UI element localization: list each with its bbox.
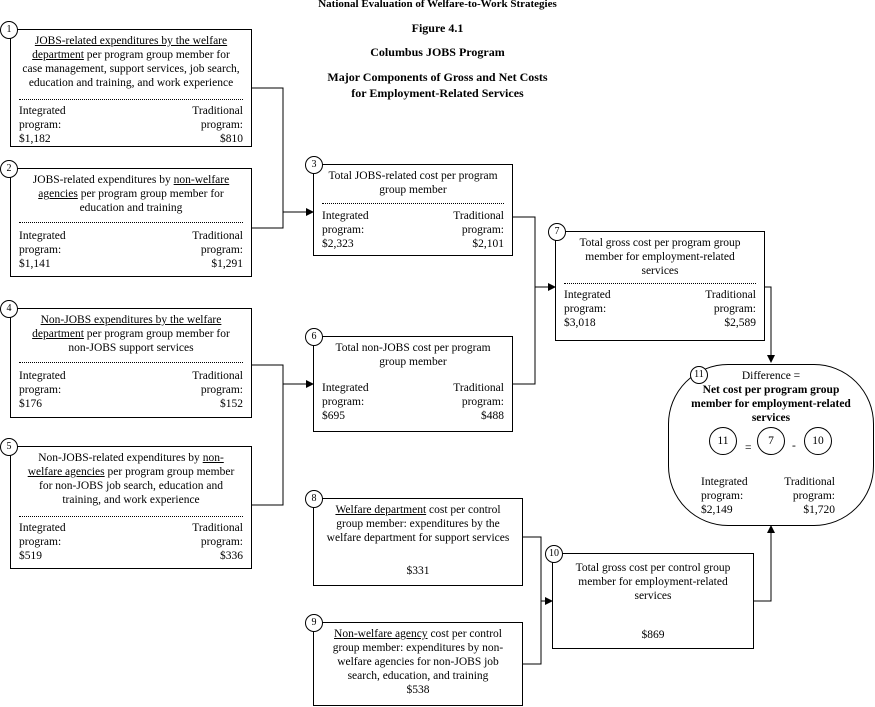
header-figure: Figure 4.1 — [411, 21, 464, 35]
box-5-line2-underlined: welfare agencies — [27, 466, 105, 478]
box-4-line2-underlined: department — [32, 328, 84, 340]
box-7-total-gross-program-cost — [555, 231, 765, 341]
box-2-nonwelfare-jobs-expenditures — [10, 168, 252, 277]
box-8-welfare-control-cost — [313, 498, 523, 586]
box-6-total-nonjobs-cost — [313, 336, 513, 432]
box-2-integrated-value: $1,141 — [19, 258, 51, 270]
box-2-line3: education and training — [79, 202, 183, 214]
box-11-eq-7: 7 — [757, 427, 785, 455]
box-4-traditional-label-1: Traditional — [192, 370, 243, 382]
box-1-integrated-value: $1,182 — [19, 133, 51, 145]
box-5-integrated-value: $519 — [19, 550, 42, 562]
box-4-line3: non-JOBS support services — [68, 342, 194, 354]
box-2-line1: JOBS-related expenditures by — [32, 174, 174, 186]
box-1-integrated-label-2: program: — [19, 119, 62, 131]
box-2-line1-underlined: non-welfare — [173, 174, 230, 186]
header-program: Columbus JOBS Program — [370, 45, 505, 59]
box-11-line3: member for employment-related — [691, 398, 851, 410]
arrow-7-to-11 — [765, 287, 771, 362]
box-9-line1-rest: cost per control — [427, 628, 502, 640]
connector-3-6-to-7 — [513, 217, 535, 384]
box-1-welfare-jobs-expenditures — [10, 29, 252, 147]
box-5-integrated-label-2: program: — [19, 536, 62, 548]
box-4-divider — [19, 362, 243, 363]
box-11-eq-minus: - — [792, 440, 796, 452]
box-7-traditional-label-2: program: — [713, 303, 756, 315]
box-2-line2-rest: per program group member for — [77, 188, 224, 200]
box-4-integrated-value: $176 — [19, 398, 42, 410]
box-6-traditional-value: $488 — [481, 410, 504, 422]
box-4-line2-rest: per program group member for — [83, 328, 230, 340]
box-3-divider — [322, 203, 504, 204]
box-1-number-badge: 1 — [0, 21, 18, 39]
box-1-line2-rest: per program group member for — [83, 49, 230, 61]
box-11-net-cost-difference — [668, 364, 874, 526]
box-10-line1: Total gross cost per control group — [575, 562, 731, 574]
box-9-line3: welfare agencies for non-JOBS job — [337, 656, 499, 668]
box-6-line2: group member — [379, 356, 447, 368]
box-1-traditional-label-1: Traditional — [192, 105, 243, 117]
box-10-line3: services — [634, 590, 672, 602]
box-4-traditional-label-2: program: — [200, 384, 243, 396]
box-9-line4: search, education, and training — [347, 670, 489, 682]
box-4-traditional-value: $152 — [220, 398, 243, 410]
box-1-divider — [19, 99, 243, 100]
box-5-nonwelfare-nonjobs-expenditures — [10, 446, 252, 569]
box-5-line1: Non-JOBS-related expenditures by — [38, 452, 203, 464]
box-11-line4: services — [751, 412, 791, 424]
connector-4-5-to-6 — [252, 365, 283, 505]
box-11-traditional-label-1: Traditional — [784, 476, 835, 488]
box-8-number-badge: 8 — [305, 490, 323, 508]
box-7-integrated-label-2: program: — [564, 303, 607, 315]
box-3-traditional-value: $2,101 — [472, 238, 504, 250]
box-8-line1-underlined: Welfare department — [335, 504, 427, 516]
box-9-line1-underlined: Non-welfare agency — [334, 628, 428, 640]
box-3-line1: Total JOBS-related cost per program — [328, 170, 498, 182]
box-4-integrated-label-2: program: — [19, 384, 62, 396]
box-1-traditional-value: $810 — [220, 133, 243, 145]
box-9-line2: group member: expenditures by non- — [332, 642, 504, 654]
box-3-number-badge: 3 — [305, 156, 323, 174]
box-5-line1-underlined: non- — [202, 452, 224, 464]
box-7-line1: Total gross cost per program group — [579, 237, 741, 249]
box-6-traditional-label-2: program: — [461, 396, 504, 408]
connector-1-2-to-3 — [252, 88, 283, 228]
box-7-integrated-value: $3,018 — [564, 317, 596, 329]
box-11-integrated-value: $2,149 — [701, 504, 733, 516]
box-2-traditional-value: $1,291 — [211, 258, 243, 270]
box-2-traditional-label-1: Traditional — [192, 230, 243, 242]
box-11-number-badge: 11 — [690, 366, 708, 384]
box-11-integrated-label-1: Integrated — [701, 476, 748, 488]
box-7-traditional-value: $2,589 — [724, 317, 756, 329]
box-5-line3: for non-JOBS job search, education and — [39, 480, 223, 492]
box-3-traditional-label-1: Traditional — [453, 210, 504, 222]
box-8-line2: group member: expenditures by the — [336, 518, 500, 530]
header-series: National Evaluation of Welfare-to-Work Strategies — [318, 0, 557, 10]
box-11-traditional-label-2: program: — [792, 490, 835, 502]
box-8-line1-rest: cost per control — [426, 504, 501, 516]
box-2-line2-underlined: agencies — [38, 188, 78, 200]
box-1-line1: JOBS-related expenditures by the welfare — [34, 35, 228, 47]
box-9-number-badge: 9 — [305, 614, 323, 632]
box-11-eq-equals: = — [745, 442, 752, 454]
box-5-traditional-label-1: Traditional — [192, 522, 243, 534]
box-7-traditional-label-1: Traditional — [705, 289, 756, 301]
box-6-integrated-value: $695 — [322, 410, 345, 422]
box-6-number-badge: 6 — [305, 328, 323, 346]
box-2-traditional-label-2: program: — [200, 244, 243, 256]
box-4-integrated-label-1: Integrated — [19, 370, 66, 382]
arrow-10-to-11 — [754, 526, 771, 601]
box-4-number-badge: 4 — [0, 300, 18, 318]
box-10-value: $869 — [641, 629, 665, 641]
box-10-line2: member for employment-related — [578, 576, 728, 588]
box-6-line1: Total non-JOBS cost per program — [335, 342, 491, 354]
box-5-traditional-value: $336 — [220, 550, 243, 562]
box-5-traditional-label-2: program: — [200, 536, 243, 548]
box-5-line4: training, and work experience — [62, 494, 200, 506]
box-7-number-badge: 7 — [548, 223, 566, 241]
box-1-line3: case management, support services, job search, — [22, 63, 240, 75]
box-7-line3: services — [641, 265, 679, 277]
box-6-integrated-label-2: program: — [322, 396, 365, 408]
box-2-number-badge: 2 — [0, 160, 18, 178]
header-title-line1: Major Components of Gross and Net Costs — [327, 70, 548, 84]
box-3-traditional-label-2: program: — [461, 224, 504, 236]
box-3-total-jobs-cost — [313, 164, 513, 256]
box-3-line2: group member — [379, 184, 447, 196]
box-2-integrated-label-1: Integrated — [19, 230, 66, 242]
box-7-divider — [564, 283, 756, 284]
box-4-welfare-nonjobs-expenditures — [10, 308, 252, 418]
box-1-traditional-label-2: program: — [200, 119, 243, 131]
box-6-traditional-label-1: Traditional — [453, 382, 504, 394]
box-11-line1: Difference = — [741, 370, 801, 382]
box-7-integrated-label-1: Integrated — [564, 289, 611, 301]
box-2-integrated-label-2: program: — [19, 244, 62, 256]
box-3-integrated-value: $2,323 — [322, 238, 354, 250]
box-5-integrated-label-1: Integrated — [19, 522, 66, 534]
box-9-nonwelfare-control-cost — [313, 622, 523, 706]
box-3-integrated-label-2: program: — [322, 224, 365, 236]
header-title-line2: for Employment-Related Services — [351, 86, 524, 100]
box-1-integrated-label-1: Integrated — [19, 105, 66, 117]
box-11-traditional-value: $1,720 — [803, 504, 835, 516]
box-11-line2: Net cost per program group — [702, 384, 840, 396]
box-8-line3: welfare department for support services — [326, 532, 510, 544]
box-3-integrated-label-1: Integrated — [322, 210, 369, 222]
box-6-integrated-label-1: Integrated — [322, 382, 369, 394]
box-1-line2-underlined: department — [32, 49, 84, 61]
box-11-eq-10: 10 — [804, 427, 832, 455]
box-7-line2: member for employment-related — [585, 251, 735, 263]
box-5-number-badge: 5 — [0, 438, 18, 456]
box-2-divider — [19, 222, 243, 223]
box-11-integrated-label-2: program: — [701, 490, 744, 502]
box-5-line2-rest: per program group member — [104, 466, 235, 478]
box-10-number-badge: 10 — [545, 545, 563, 563]
box-4-line1: Non-JOBS expenditures by the welfare — [40, 314, 222, 326]
box-8-value: $331 — [406, 565, 430, 577]
box-1-line4: education and training, and work experience — [28, 77, 234, 89]
box-9-value: $538 — [406, 684, 430, 696]
box-5-divider — [19, 516, 243, 517]
box-10-total-gross-control-cost — [552, 553, 754, 649]
connector-8-9-to-10 — [523, 537, 541, 664]
box-11-eq-11: 11 — [709, 427, 737, 455]
